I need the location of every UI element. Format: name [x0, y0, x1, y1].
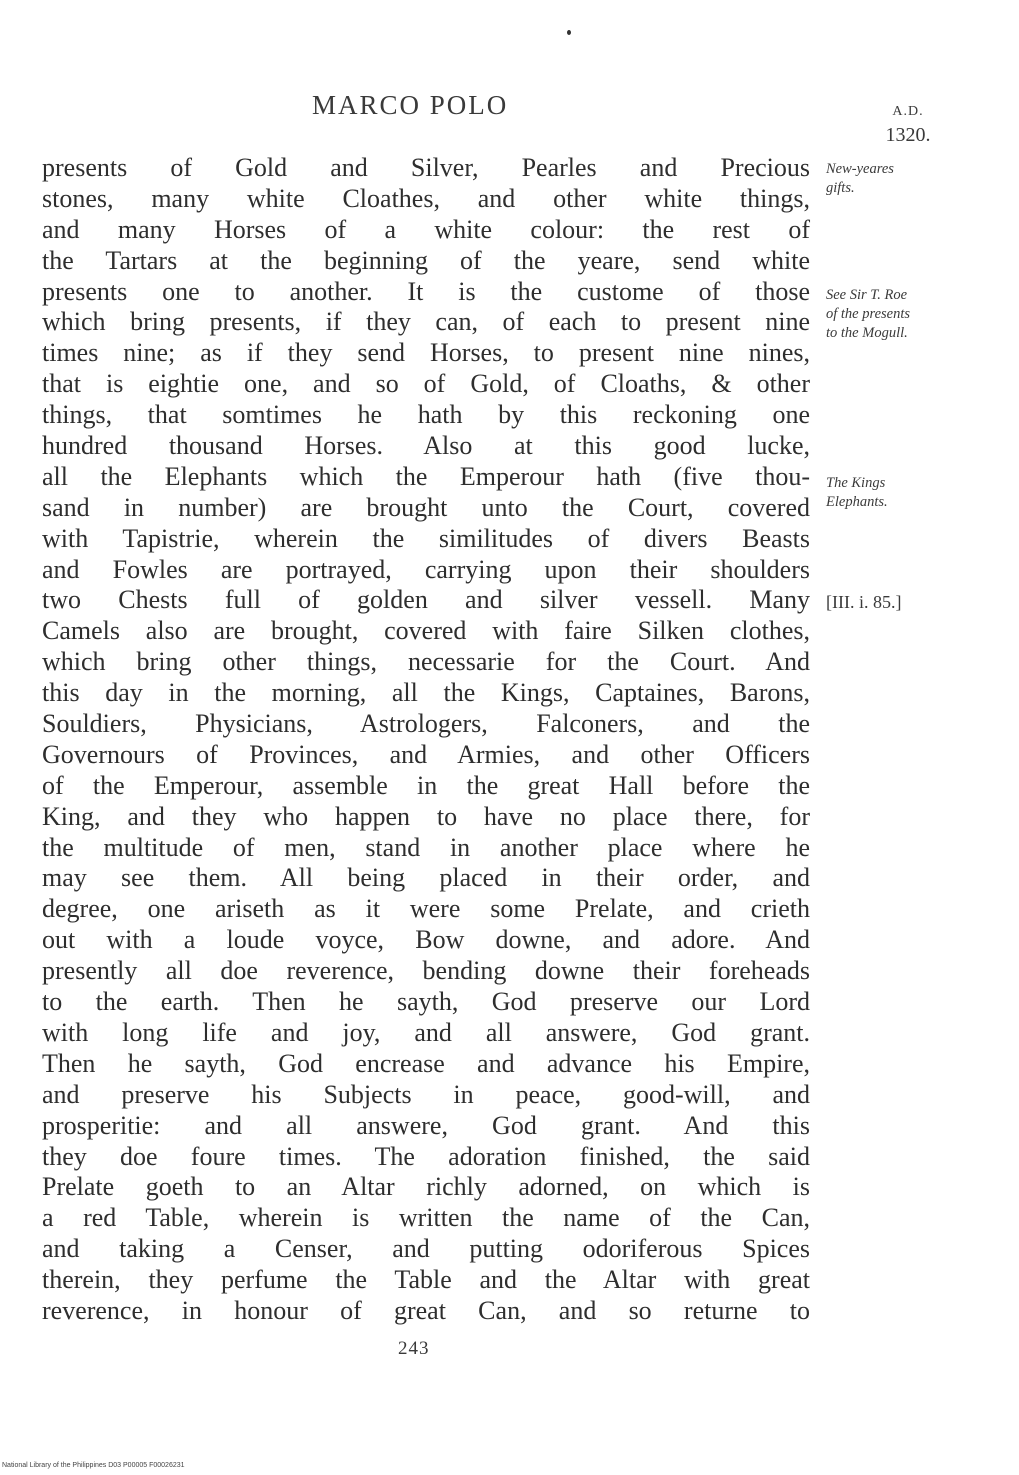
bracket-reference: [III. i. 85.]: [826, 592, 902, 612]
text-line: Souldiers, Physicians, Astrologers, Falconers, and the: [42, 709, 810, 739]
text-line: presents one to another. It is the custome of those: [42, 276, 810, 306]
text-line: may see them. All being placed in their order, and: [42, 863, 810, 893]
text-line: which bring presents, if they can, of each to present nine: [42, 307, 810, 337]
text-line: Governours of Provinces, and Armies, and other Officers: [42, 739, 810, 769]
margin-note-line: Elephants.: [826, 494, 888, 510]
text-line: two Chests full of golden and silver vessell. Many: [42, 585, 810, 615]
text-line: presents of Gold and Silver, Pearles and Precious: [42, 153, 810, 182]
ink-speck: [567, 30, 571, 35]
date-block: [868, 104, 948, 147]
text-line: with long life and joy, and all answere, God grant.: [42, 1017, 810, 1047]
text-line: stones, many white Cloathes, and other white things,: [42, 183, 810, 213]
text-line: out with a loude voyce, Bow downe, and adore. And: [42, 925, 810, 955]
text-line: and Fowles are portrayed, carrying upon their shoulders: [42, 554, 810, 584]
text-line: Prelate goeth to an Altar richly adorned, on which is: [42, 1172, 810, 1202]
text-line: the multitude of men, stand in another place where he: [42, 832, 810, 862]
library-footer: National Library of the Philippines D03 P00005 F00026231: [2, 1462, 185, 1469]
margin-note-line: See Sir T. Roe: [826, 287, 908, 303]
margin-note-line: gifts.: [826, 180, 855, 196]
text-line: degree, one ariseth as it were some Prelate, and crieth: [42, 894, 810, 924]
text-line: things, that somtimes he hath by this reckoning one: [42, 400, 810, 430]
text-line: that is eightie one, and so of Gold, of Cloaths, & other: [42, 369, 810, 399]
text-line: reverence, in honour of great Can, and so returne to: [42, 1295, 810, 1325]
text-line: they doe foure times. The adoration finished, the said: [42, 1141, 810, 1171]
text-line: hundred thousand Horses. Also at this good lucke,: [42, 431, 810, 461]
margin-note-line: New-yeares: [826, 161, 894, 177]
body-text: [42, 153, 810, 1327]
margin-note-new-yeares-gifts: [826, 160, 894, 198]
text-line: with Tapistrie, wherein the similitudes of divers Beasts: [42, 523, 810, 553]
text-line: Then he sayth, God encrease and advance his Empire,: [42, 1048, 810, 1078]
text-line: presently all doe reverence, bending downe their foreheads: [42, 956, 810, 986]
text-line: a red Table, wherein is written the name of the Can,: [42, 1203, 810, 1233]
text-line: therein, they perfume the Table and the Altar with great: [42, 1265, 810, 1295]
text-line: and many Horses of a white colour: the rest of: [42, 214, 810, 244]
date-year: 1320.: [885, 124, 931, 146]
margin-note-kings-elephants: [826, 474, 888, 512]
margin-note-line: to the Mogull.: [826, 325, 908, 341]
text-line: and taking a Censer, and putting odoriferous Spices: [42, 1234, 810, 1264]
text-line: which bring other things, necessarie for the Court. And: [42, 647, 810, 677]
margin-note-line: The Kings: [826, 475, 886, 491]
text-line: the Tartars at the beginning of the yeare, send white: [42, 245, 810, 275]
text-line: prosperitie: and all answere, God grant. And this: [42, 1110, 810, 1140]
margin-note-line: of the presents: [826, 306, 911, 322]
text-line: all the Elephants which the Emperour hath (five thou-: [42, 461, 810, 491]
text-line: King, and they who happen to have no place there, for: [42, 801, 810, 831]
text-line: Camels also are brought, covered with faire Silken clothes,: [42, 616, 810, 646]
text-line: to the earth. Then he sayth, God preserve our Lord: [42, 987, 810, 1017]
text-line: of the Emperour, assemble in the great Hall before the: [42, 770, 810, 800]
page-number: 243: [398, 1338, 430, 1359]
text-line: and preserve his Subjects in peace, good-will, and: [42, 1079, 810, 1109]
text-line: times nine; as if they send Horses, to present nine nines,: [42, 338, 810, 368]
text-line: sand in number) are brought unto the Court, covered: [42, 492, 810, 522]
text-line: this day in the morning, all the Kings, Captaines, Barons,: [42, 678, 810, 708]
date-era: A.D.: [892, 104, 924, 119]
running-title: MARCO POLO: [312, 90, 509, 120]
margin-note-sir-t-roe: [826, 286, 910, 343]
